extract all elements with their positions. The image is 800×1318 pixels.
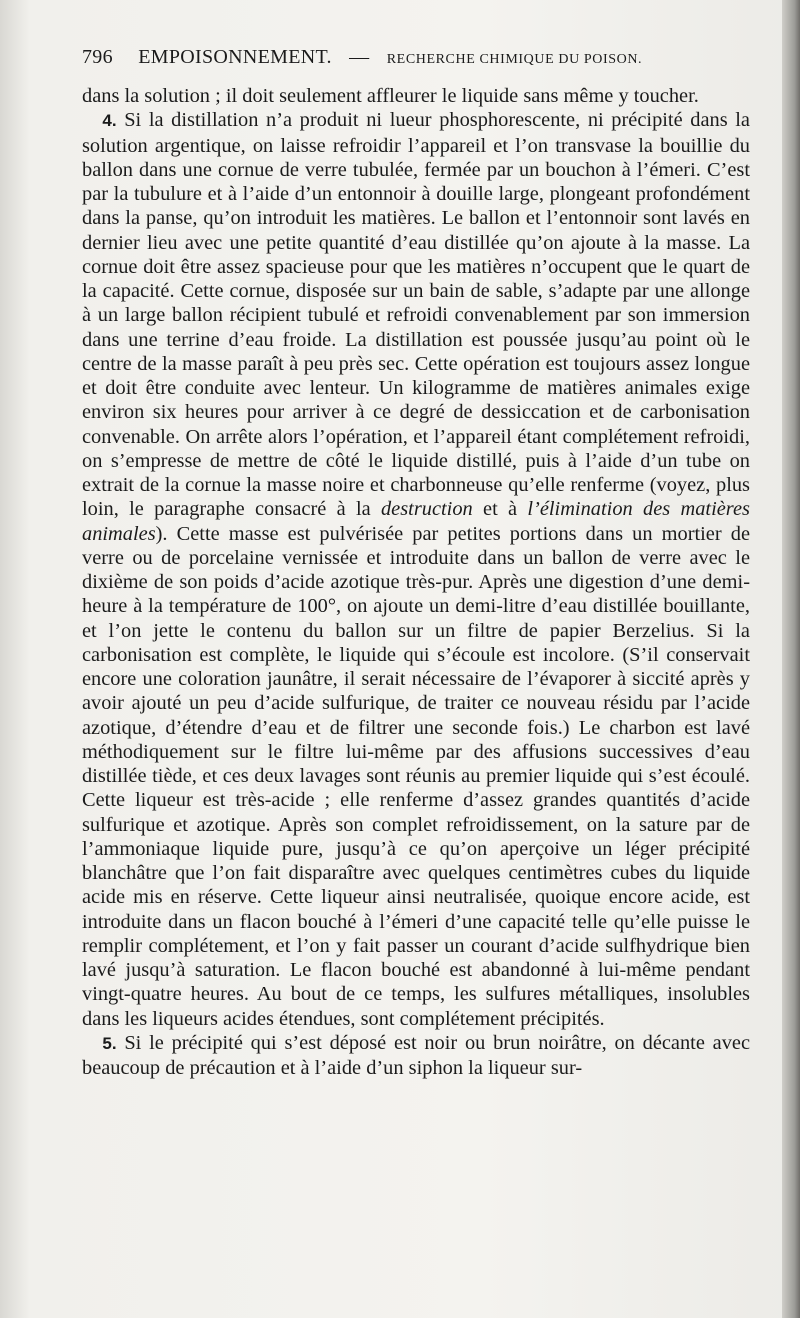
paragraph-5: [82, 1031, 750, 1081]
header-dash: —: [349, 46, 370, 68]
paragraph-text: dans la solution ; il doit seulement affleurer le liquide sans même y toucher.: [82, 85, 699, 107]
paragraph-text: ). Cette masse est pulvérisée par petites portions dans un mortier de verre ou de porcelaine vernissée et introduite dans un ballon de verre avec le dixième de son poids d’acide azotique très-pur. Après une digestion d’une demi-heure à la température de 100°, on ajoute un demi-litre d’eau distillée bouillante, et l’on jette le contenu du ballon sur un filtre de papier Berzelius. Si la carbonisation est complète, le liquide qui s’écoule est incolore. (S’il conservait encore une coloration jaunâtre, il serait nécessaire de l’évaporer à siccité après y avoir ajouté un peu d’acide sulfurique, de traiter ce nouveau résidu par l’acide azotique, d’étendre d’eau et de filtrer une seconde fois.) Le charbon est lavé méthodiquement sur le filtre lui-même par des affusions successives d’eau distillée tiède, et ces deux lavages sont réunis au premier liquide qui s’est écoulé. Cette liqueur est très-acide ; elle renferme d’assez grandes quantités d’acide sulfurique et azotique. Après son complet refroidissement, on la sature par de l’ammoniaque liquide pure, jusqu’à ce qu’on aperçoive un léger précipité blanchâtre que l’on fait disparaître avec quelques centimètres cubes du liquide acide mis en réserve. Cette liqueur ainsi neutralisée, quoique encore acide, est introduite dans un flacon bouché à l’émeri d’une capacité telle qu’elle puisse le remplir complétement, et l’on y fait passer un courant d’acide sulfhydrique bien lavé jusqu’à saturation. Le flacon bouché est abandonné à lui-même pendant vingt-quatre heures. Au bout de ce temps, les sulfures métalliques, insolubles dans les liqueurs acides étendues, sont complétement précipités.: [82, 522, 750, 1030]
paragraph-number: 5.: [102, 1033, 117, 1053]
page-number: 796: [82, 46, 113, 68]
paragraph-number: 4.: [102, 111, 117, 131]
running-header: [82, 46, 750, 76]
paragraph-text: et à: [483, 498, 518, 521]
page-edge-shadow: [782, 0, 800, 1318]
body-text: [82, 84, 750, 1080]
paragraph-4: [82, 108, 750, 1031]
header-title: EMPOISONNEMENT.: [138, 46, 332, 68]
italic-term: l’élimination des matières animales: [82, 498, 750, 545]
paragraph-text: Si la distillation n’a produit ni lueur phosphorescente, ni précipité dans la solution argentique, on laisse refroidir l’appareil et l’on transvase la bouillie du ballon dans une cornue de verre tubulée, fermée par un bouchon à l’émeri. C’est par la tubulure et à l’aide d’un entonnoir à douille large, plongeant profondément dans la panse, qu’on introduit les matières. Le ballon et l’entonnoir sont lavés en dernier lieu avec une petite quantité d’eau distillée qu’on ajoute à la masse. La cornue doit être assez spacieuse pour que les matières n’occupent que le quart de la capacité. Cette cornue, disposée sur un bain de sable, s’adapte par une allonge à un large ballon récipient tubulé et refroidi convenablement par son immersion dans une terrine d’eau froide. La distillation est poussée jusqu’au point où le centre de la masse paraît à peu près sec. Cette opération est toujours assez longue et doit être conduite avec lenteur. Un kilogramme de matières animales exige environ six heures pour arriver à ce degré de dessiccation et de carbonisation convenable. On arrête alors l’opération, et l’appareil étant complétement refroidi, on s’empresse de mettre de côté le liquide distillé, puis à l’aide d’un tube on extrait de la cornue la masse noire et charbonneuse qu’elle renferme (voyez, plus loin, le paragraphe consacré à la: [82, 109, 750, 521]
paragraph-continuation: [82, 84, 750, 108]
italic-term: destruction: [380, 498, 473, 521]
paragraph-text: Si le précipité qui s’est déposé est noir ou brun noirâtre, on décante avec beaucoup de précaution et à l’aide d’un siphon la liqueur sur-: [82, 1031, 750, 1079]
header-subtitle: RECHERCHE CHIMIQUE DU POISON.: [386, 52, 643, 67]
